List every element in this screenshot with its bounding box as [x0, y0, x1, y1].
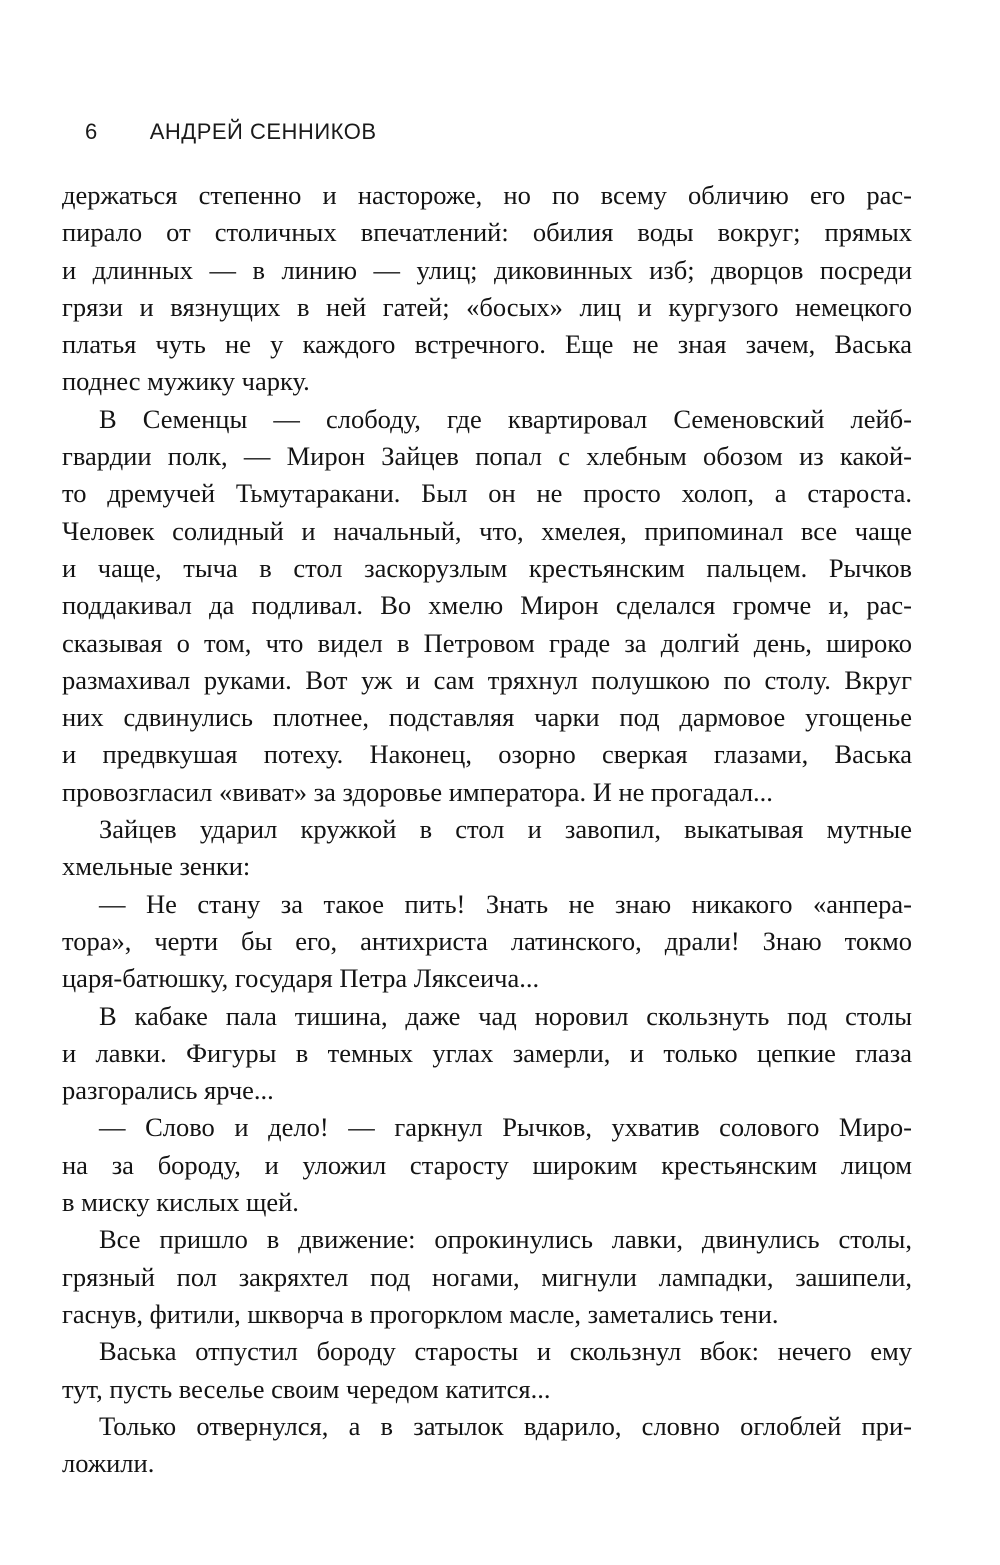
text-line: хмельные зенки:	[62, 851, 251, 882]
text-line: — Слово и дело! — гаркнул Рычков, ухватив солового Миро-	[99, 1112, 912, 1143]
text-line: поддакивал да подливал. Во хмелю Мирон сделался громче и, рас-	[62, 590, 912, 621]
text-line: на за бороду, и уложил старосту широким крестьянским лицом	[62, 1149, 912, 1180]
text-line: и длинных — в линию — улиц; диковинных изб; дворцов посреди	[62, 254, 912, 285]
text-line: разгорались ярче...	[62, 1075, 274, 1106]
text-line: Васька отпустил бороду старосты и скользнул вбок: нечего ему	[99, 1336, 912, 1367]
text-line: пирало от столичных впечатлений: обилия воды вокруг; прямых	[62, 217, 912, 248]
text-line: то дремучей Тьмутаракани. Был он не просто холоп, а староста.	[62, 478, 912, 509]
text-line: тут, пусть веселье своим чередом катится...	[62, 1373, 551, 1404]
paragraph	[62, 998, 912, 1110]
body-text	[62, 177, 912, 1482]
text-line: них сдвинулись плотнее, подставляя чарки под дармовое угощенье	[62, 702, 912, 733]
paragraph	[62, 886, 912, 998]
text-line: гаснув, фитили, шкворча в прогорклом масле, заметались тени.	[62, 1298, 779, 1329]
text-line: держаться степенно и настороже, но по всему обличию его рас-	[62, 180, 912, 210]
running-header	[85, 118, 912, 146]
text-line: и лавки. Фигуры в темных углах замерли, и только цепкие глаза	[62, 1037, 912, 1068]
text-line: царя-батюшку, государя Петра Ляксеича...	[62, 963, 540, 994]
text-line: гвардии полк, — Мирон Зайцев попал с хлебным обозом из какой-	[62, 441, 912, 472]
paragraph	[62, 401, 912, 811]
text-line: сказывая о том, что видел в Петровом граде за долгий день, широко	[62, 627, 912, 658]
text-line: размахивал руками. Вот уж и сам тряхнул полушкою по столу. Вкруг	[62, 664, 912, 695]
paragraph	[62, 811, 912, 886]
page-number: 6	[85, 119, 98, 144]
paragraph	[62, 1408, 912, 1483]
text-line: ложили.	[62, 1448, 155, 1479]
text-line: Только отвернулся, а в затылок вдарило, словно оглоблей при-	[99, 1410, 912, 1441]
text-line: и предвкушая потеху. Наконец, озорно сверкая глазами, Васька	[62, 739, 912, 770]
text-line: грязный пол закряхтел под ногами, мигнули лампадки, зашипели,	[62, 1261, 912, 1292]
text-line: Зайцев ударил кружкой в стол и завопил, выкатывая мутные	[99, 814, 912, 845]
text-line: в миску кислых щей.	[62, 1187, 299, 1218]
text-line: тора», черти бы его, антихриста латинского, драли! Знаю токмо	[62, 925, 912, 956]
text-line: Все пришло в движение: опрокинулись лавки, двинулись столы,	[99, 1224, 912, 1255]
paragraph	[62, 177, 912, 401]
paragraph	[62, 1109, 912, 1221]
text-line: поднес мужику чарку.	[62, 366, 310, 397]
text-line: и чаще, тыча в стол заскорузлым крестьянским пальцем. Рычков	[62, 552, 912, 583]
text-line: грязи и вязнущих в ней гатей; «босых» лиц и кургузого немецкого	[62, 291, 912, 322]
paragraph	[62, 1333, 912, 1408]
text-line: — Не стану за такое пить! Знать не знаю никакого «анпера-	[99, 888, 912, 919]
paragraph	[62, 1221, 912, 1333]
running-header-author: АНДРЕЙ СЕННИКОВ	[149, 119, 377, 144]
text-line: платья чуть не у каждого встречного. Еще не зная зачем, Васька	[62, 329, 912, 360]
text-line: В кабаке пала тишина, даже чад норовил скользнуть под столы	[99, 1000, 912, 1031]
text-line: провозгласил «виват» за здоровье императора. И не прогадал...	[62, 776, 773, 807]
text-line: В Семенцы — слободу, где квартировал Семеновский лейб-	[99, 403, 912, 434]
text-line: Человек солидный и начальный, что, хмелея, припоминал все чаще	[62, 515, 912, 546]
